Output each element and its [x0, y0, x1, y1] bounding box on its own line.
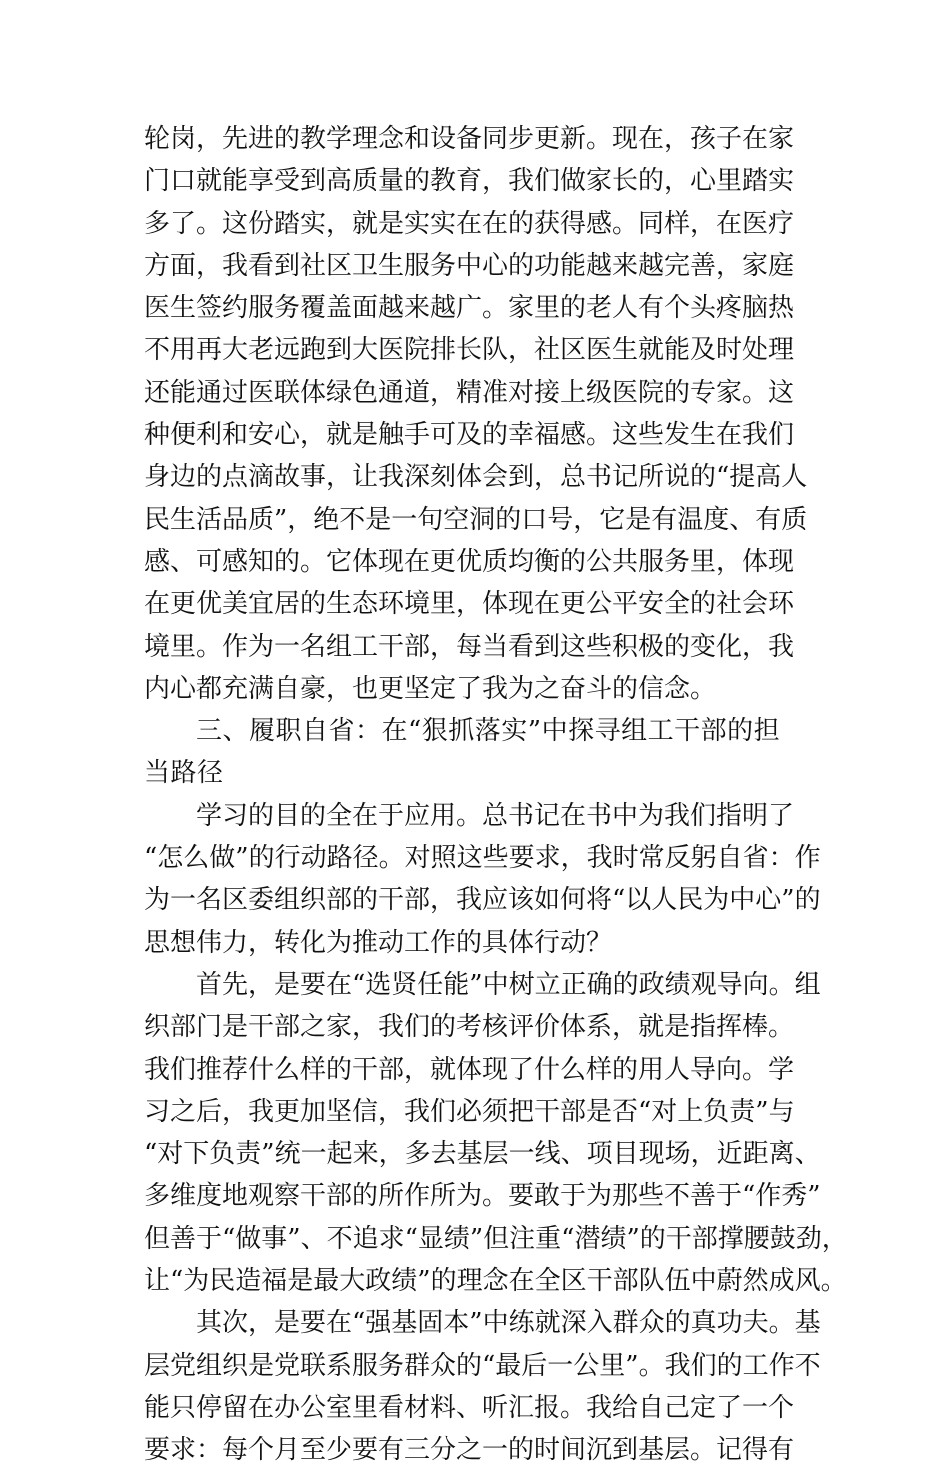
paragraph-line: 织部门是干部之家，我们的考核评价体系，就是指挥棒。: [144, 1012, 795, 1043]
section-heading-line: 当路径: [144, 758, 224, 789]
paragraph-line: 习之后，我更加坚信，我们必须把干部是否“对上负责”与: [144, 1096, 795, 1127]
paragraph-line: 多维度地观察干部的所作所为。要敢于为那些不善于“作秀”: [144, 1181, 821, 1212]
paragraph-line: 不用再大老远跑到大医院排长队，社区医生就能及时处理: [144, 335, 795, 366]
paragraph-line: 境里。作为一名组工干部，每当看到这些积极的变化，我: [144, 631, 795, 662]
section-heading-line: 三、履职自省：在“狠抓落实”中探寻组工干部的担: [196, 716, 781, 747]
paragraph-line: “怎么做”的行动路径。对照这些要求，我时常反躬自省：作: [144, 843, 821, 874]
paragraph-line: 种便利和安心，就是触手可及的幸福感。这些发生在我们: [144, 420, 795, 451]
paragraph-line: 民生活品质”，绝不是一句空洞的口号，它是有温度、有质: [144, 504, 808, 535]
paragraph-line: 门口就能享受到高质量的教育，我们做家长的，心里踏实: [144, 166, 795, 197]
paragraph-line: 轮岗，先进的教学理念和设备同步更新。现在，孩子在家: [144, 124, 795, 154]
paragraph-line: 医生签约服务覆盖面越来越广。家里的老人有个头疼脑热: [144, 293, 795, 324]
paragraph-line: 身边的点滴故事，让我深刻体会到，总书记所说的“提高人: [144, 462, 808, 493]
document-body: [144, 118, 848, 1472]
paragraph-line: 为一名区委组织部的干部，我应该如何将“以人民为中心”的: [144, 885, 821, 916]
paragraph-line: 在更优美宜居的生态环境里，体现在更公平安全的社会环: [144, 589, 795, 620]
paragraph-line: 还能通过医联体绿色通道，精准对接上级医院的专家。这: [144, 377, 795, 408]
paragraph-line: 学习的目的全在于应用。总书记在书中为我们指明了: [196, 800, 795, 831]
paragraph-line: 多了。这份踏实，就是实实在在的获得感。同样，在医疗: [144, 208, 795, 239]
paragraph-line: 其次，是要在“强基固本”中练就深入群众的真功夫。基: [196, 1308, 821, 1339]
paragraph-line: 我们推荐什么样的干部，就体现了什么样的用人导向。学: [144, 1054, 795, 1085]
paragraph-line: 感、可感知的。它体现在更优质均衡的公共服务里，体现: [144, 546, 795, 577]
paragraph-line: “对下负责”统一起来，多去基层一线、项目现场，近距离、: [144, 1139, 821, 1170]
paragraph-line: 但善于“做事”、不追求“显绩”但注重“潜绩”的干部撑腰鼓劲，: [144, 1223, 848, 1254]
paragraph-line: 要求：每个月至少要有三分之一的时间沉到基层。记得有: [144, 1435, 795, 1466]
paragraph-line: 首先，是要在“选贤任能”中树立正确的政绩观导向。组: [196, 969, 821, 1000]
paragraph-line: 内心都充满自豪，也更坚定了我为之奋斗的信念。: [144, 673, 717, 704]
paragraph-line: 思想伟力，转化为推动工作的具体行动？: [144, 927, 613, 958]
paragraph-line: 方面，我看到社区卫生服务中心的功能越来越完善，家庭: [144, 250, 795, 281]
paragraph-line: 层党组织是党联系服务群众的“最后一公里”。我们的工作不: [144, 1350, 821, 1381]
paragraph-line: 能只停留在办公室里看材料、听汇报。我给自己定了一个: [144, 1392, 795, 1423]
paragraph-line: 让“为民造福是最大政绩”的理念在全区干部队伍中蔚然成风。: [144, 1266, 847, 1297]
